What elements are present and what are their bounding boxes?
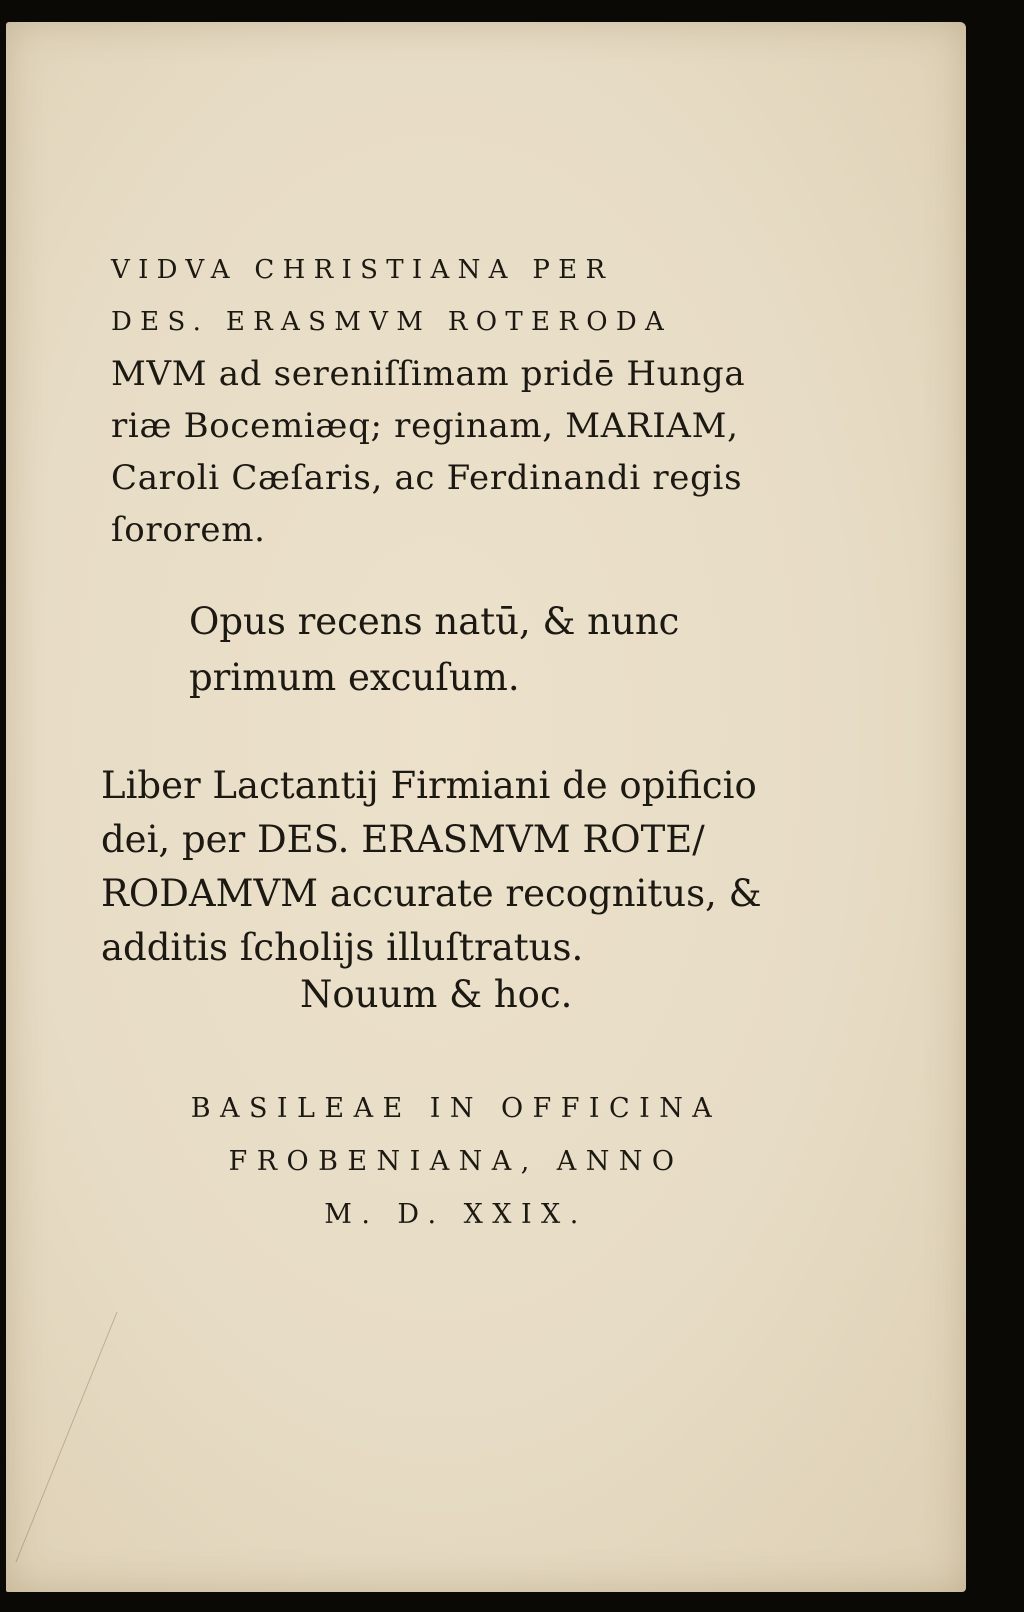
book-page: [6, 22, 966, 1592]
opus-note: [189, 594, 679, 706]
liber-block: [101, 759, 762, 975]
imprint-line: FROBENIANA, ANNO: [228, 1146, 684, 1177]
imprint-block: [6, 1082, 816, 1241]
title-line: DES. ERASMVM ROTERODA: [111, 307, 673, 337]
liber-line: dei, per DES. ERASMVM ROTE/: [101, 818, 705, 861]
title-line: riæ Bocemiæq; reginam, MARIAM,: [111, 406, 739, 446]
imprint-line: BASILEAE IN OFFICINA: [190, 1093, 722, 1124]
imprint-line: M. D. XXIX.: [324, 1199, 588, 1230]
title-line: VIDVA CHRISTIANA PER: [111, 255, 614, 285]
nouum-note: Nouum & hoc.: [300, 973, 573, 1016]
title-line: Caroli Cæſaris, ac Ferdinandi regis: [111, 458, 743, 498]
liber-line: RODAMVM accurate recognitus, &: [101, 872, 762, 915]
opus-line: Opus recens natū, & nunc: [189, 600, 680, 643]
title-block: [111, 244, 745, 556]
title-line: MVM ad sereniſſimam pridē Hunga: [111, 354, 746, 394]
liber-line: Liber Lactantij Firmiani de opificio: [101, 764, 757, 807]
title-line: ſororem.: [111, 510, 266, 550]
opus-line: primum excuſum.: [189, 656, 520, 699]
liber-line: additis ſcholijs illuſtratus.: [101, 926, 584, 969]
